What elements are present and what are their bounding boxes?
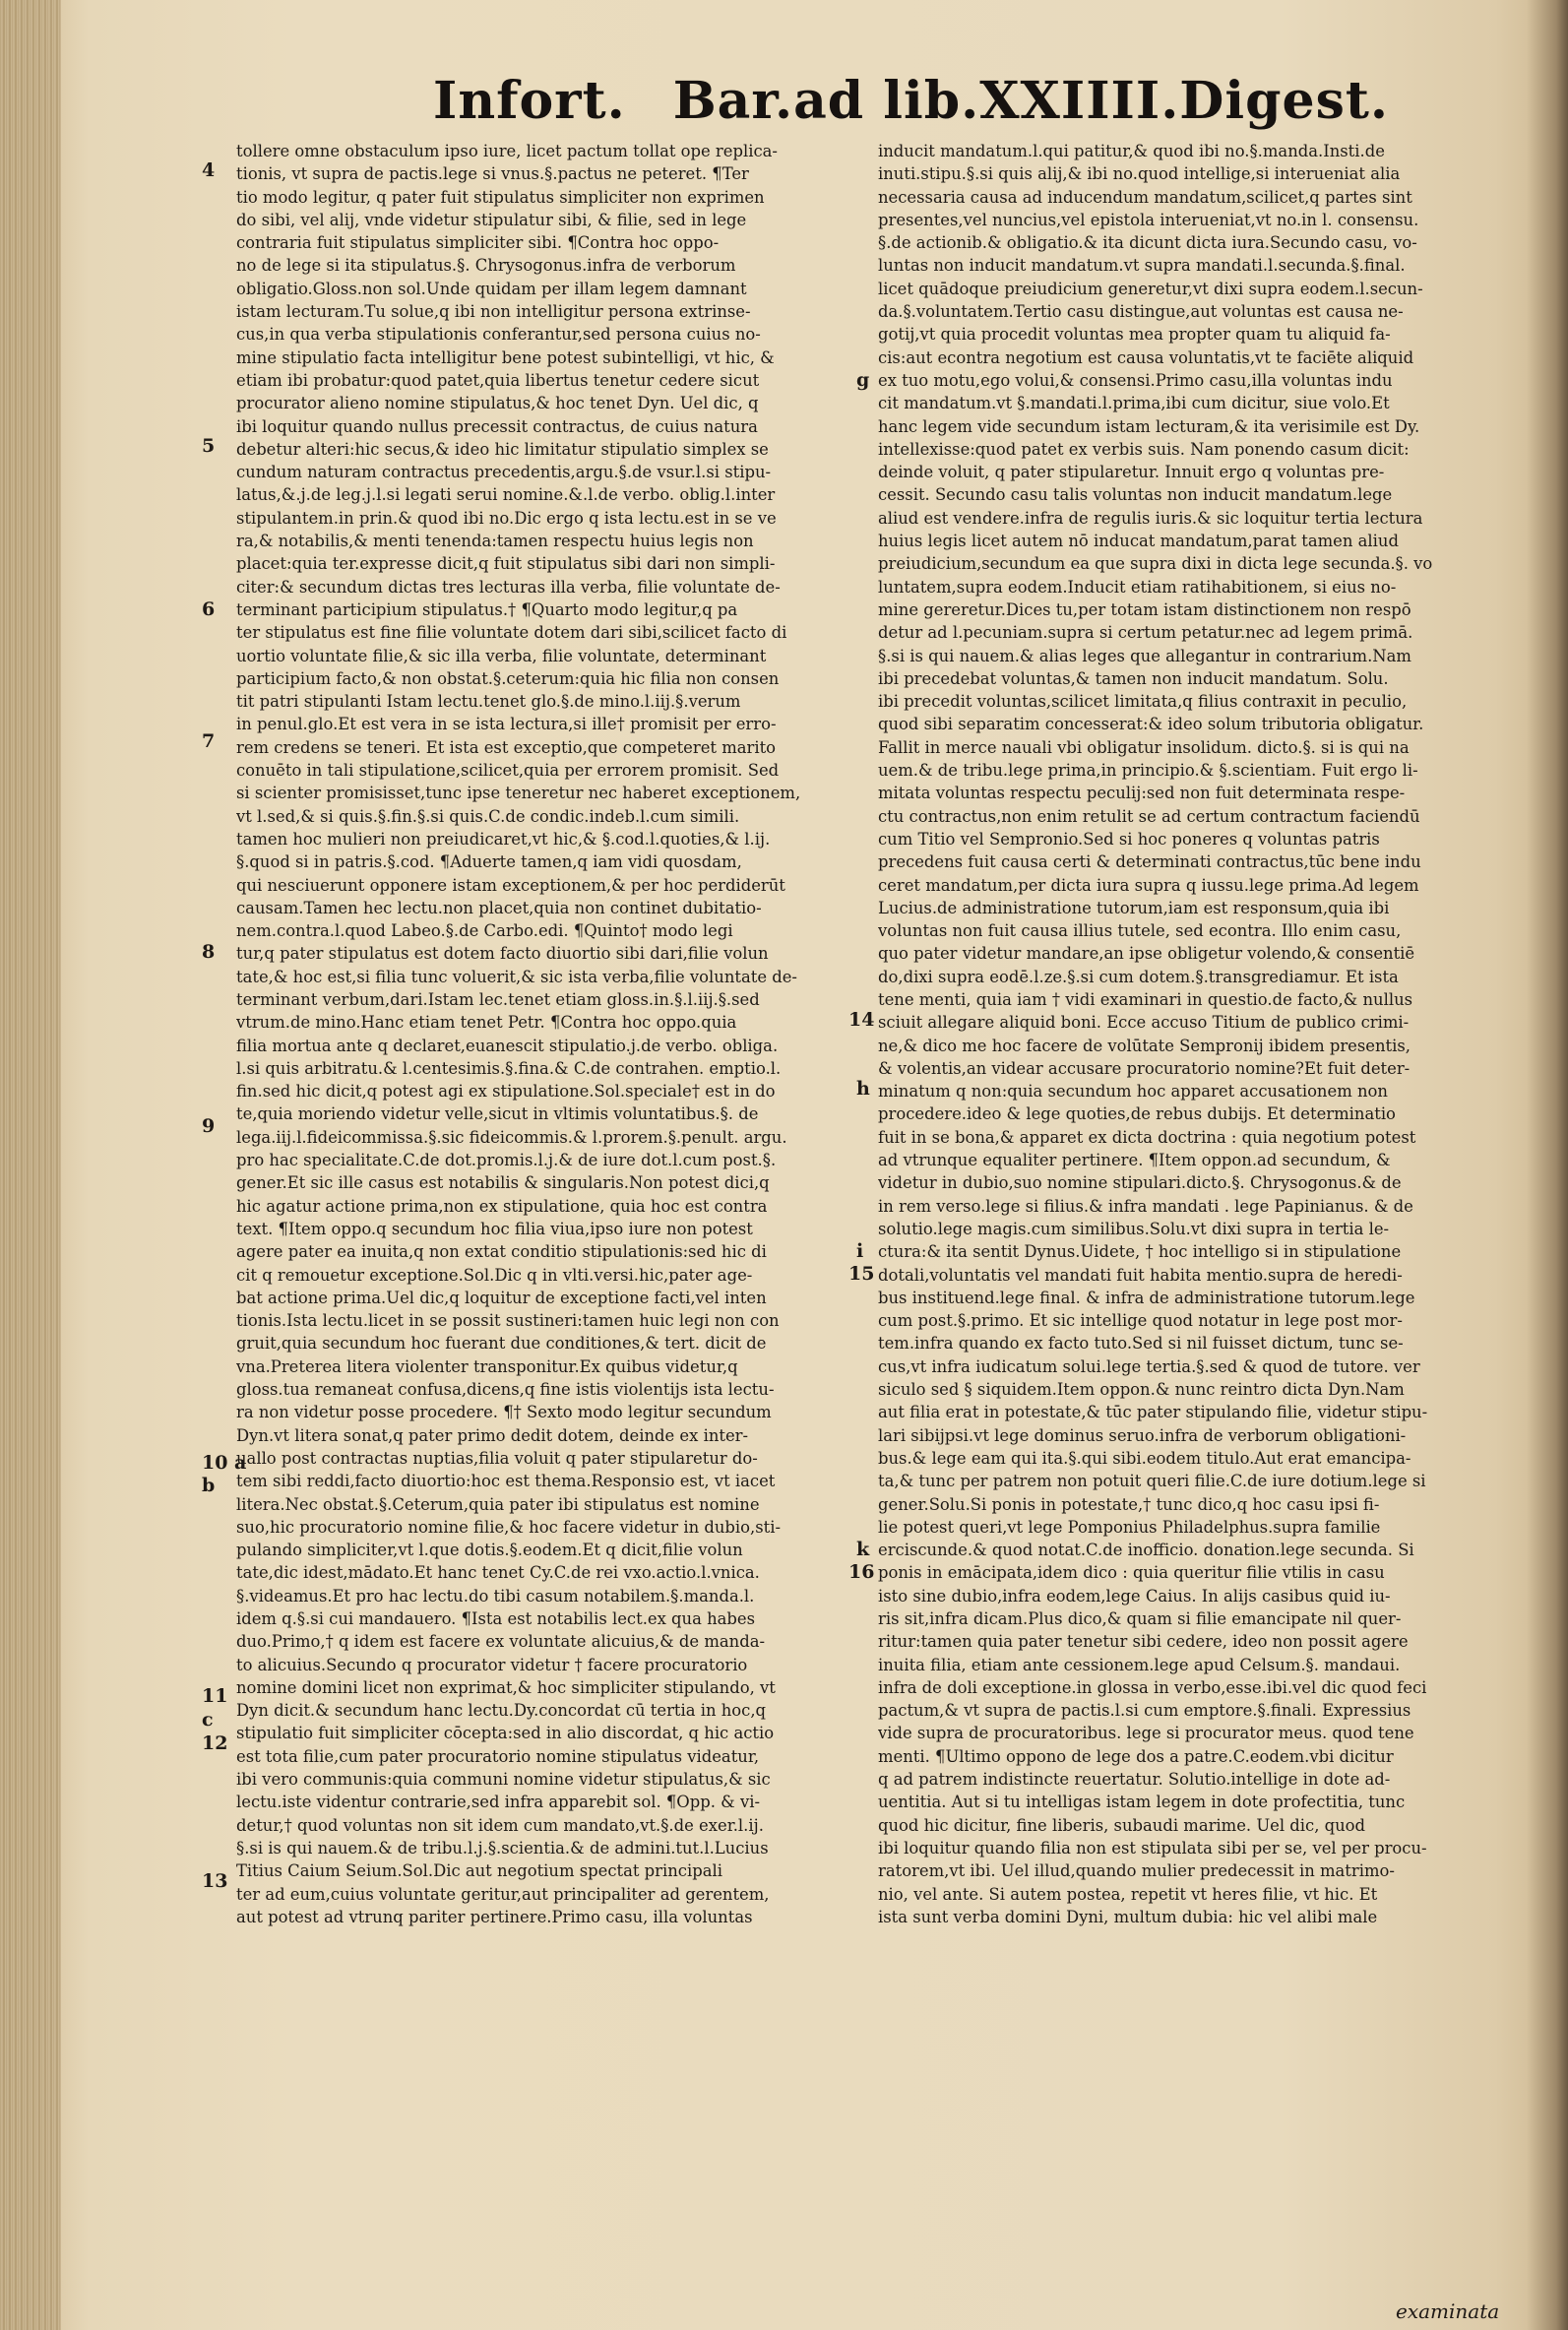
text-line: huius legis licet autem nō inducat mandatum,parat tamen aliud [878,532,1399,551]
text-line: participium facto,& non obstat.§.ceterum:quia hic filia non consen [236,668,780,688]
text-line: tate,& hoc est,si filia tunc voluerit,& sic ista verba,filie voluntate de- [236,967,797,986]
text-line: lie potest queri,vt lege Pomponius Philadelphus.supra familie [878,1517,1381,1537]
text-line: do,dixi supra eodē.l.ze.§.si cum dotem.§.transgrediamur. Et ista [878,967,1399,986]
text-line: luntas non inducit mandatum.vt supra mandati.l.secunda.§.final. [878,256,1406,276]
text-line: stipulatio fuit simpliciter cōcepta:sed in alio discordat, q hic actio [236,1724,775,1743]
running-header [433,71,1389,131]
text-line: ta,& tunc per patrem non potuit queri filie.C.de iure dotium.lege si [878,1472,1426,1491]
text-line: presentes,vel nuncius,vel epistola interueniat,vt no.in l. consensu. [878,210,1419,229]
text-line: procurator alieno nomine stipulatus,& hoc tenet Dyn. Uel dic, q [236,394,759,413]
text-line: ibi loquitur quando nullus precessit contractus, de cuius natura [236,416,758,436]
margin-mark: 4 [202,159,216,181]
margin-mark: g [856,369,870,391]
text-line: vide supra de procuratoribus. lege si procurator meus. quod tene [878,1724,1414,1743]
text-line: procedere.ideo & lege quoties,de rebus dubijs. Et determinatio [878,1104,1396,1124]
margin-mark: 9 [202,1115,216,1137]
text-line: tio modo legitur, q pater fuit stipulatus simpliciter non exprimen [236,187,765,207]
text-line: causam.Tamen hec lectu.non placet,quia non continet dubitatio- [236,898,762,917]
text-line: aut filia erat in potestate,& tūc pater stipulando filie, videtur stipu- [878,1403,1428,1422]
text-line: ad vtrunque equaliter pertinere. ¶Item oppon.ad secundum, & [878,1151,1391,1170]
text-line: detur,† quod voluntas non sit idem cum mandato,vt.§.de exer.l.ij. [236,1815,764,1835]
text-line: text. ¶Item oppo.q secundum hoc filia viua,ipso iure non potest [236,1219,753,1238]
text-line: ctura:& ita sentit Dynus.Uidete, † hoc intelligo si in stipulatione [878,1242,1402,1262]
text-line: tollere omne obstaculum ipso iure, licet pactum tollat ope replica- [236,142,778,160]
header-left: Infort. [433,71,626,131]
margin-mark: 13 [202,1870,228,1892]
catchword: examinata [1396,2299,1500,2323]
text-line: isto sine dubio,infra eodem,lege Caius. In alijs casibus quid iu- [878,1586,1391,1606]
text-line: inuti.stipu.§.si quis alij,& ibi no.quod intellige,si interueniat alia [878,164,1401,184]
text-line: voluntas non fuit causa illius tutele, sed econtra. Illo enim casu, [878,921,1402,941]
text-line: §.videamus.Et pro hac lectu.do tibi casum notabilem.§.manda.l. [236,1586,755,1606]
text-line: infra de doli exceptione.in glossa in verbo,esse.ibi.vel dic quod feci [878,1677,1427,1697]
text-line: mine gereretur.Dices tu,per totam istam distinctionem non respō [878,599,1411,619]
left-text-column [236,140,837,1928]
text-line: nio, vel ante. Si autem postea, repetit vt heres filie, vt hic. Et [878,1884,1378,1904]
text-line: quo pater videtur mandare,an ipse obligetur volendo,& consentiē [878,944,1415,964]
text-line: litera.Nec obstat.§.Ceterum,quia pater ibi stipulatus est nomine [236,1494,760,1514]
text-line: lari sibijpsi.vt lege dominus seruo.infra de verborum obligationi- [878,1425,1407,1445]
text-line: cum post.§.primo. Et sic intellige quod notatur in lege post mor- [878,1311,1403,1331]
text-line: ritur:tamen quia pater tenetur sibi cedere, ideo non possit agere [878,1632,1409,1652]
text-line: uortio voluntate filie,& sic illa verba, filie voluntate, determinant [236,646,767,665]
margin-mark: 7 [202,730,216,752]
text-line: gruit,quia secundum hoc fuerant due conditiones,& tert. dicit de [236,1334,767,1354]
text-line: ex tuo motu,ego volui,& consensi.Primo casu,illa voluntas indu [878,370,1393,390]
margin-mark: 16 [848,1561,875,1583]
margin-mark: 8 [202,941,216,963]
text-line: tionis.Ista lectu.licet in se possit sustineri:tamen huic legi non con [236,1311,780,1331]
margin-mark: 10 a [202,1452,247,1474]
text-line: mitata voluntas respectu peculij:sed non fuit determinata respe- [878,784,1406,803]
margin-mark: h [856,1078,870,1100]
text-line: ra non videtur posse procedere. ¶† Sexto modo legitur secundum [236,1403,772,1422]
text-line: hanc legem vide secundum istam lecturam,& ita verisimile est Dy. [878,416,1420,436]
text-line: suo,hic procuratorio nomine filie,& hoc facere videtur in dubio,sti- [236,1517,781,1537]
text-line: cum Titio vel Sempronio.Sed si hoc poneres q voluntas patris [878,829,1380,849]
margin-mark: 14 [848,1009,875,1031]
text-line: in rem verso.lege si filius.& infra mandati . lege Papinianus. & de [878,1196,1413,1216]
text-line: terminant verbum,dari.Istam lec.tenet etiam gloss.in.§.l.iij.§.sed [236,989,760,1009]
text-line: bus instituend.lege final. & infra de administratione tutorum.lege [878,1288,1415,1307]
text-line: stipulantem.in prin.& quod ibi no.Dic ergo q ista lectu.est in se ve [236,508,777,528]
text-line: tionis, vt supra de pactis.lege si vnus.§.pactus ne peteret. ¶Ter [236,164,749,184]
text-line: §.si is qui nauem.& alias leges que allegantur in contrarium.Nam [878,646,1411,665]
margin-mark: 6 [202,598,216,620]
text-line: to alicuius.Secundo q procurator videtur † facere procuratorio [236,1655,748,1674]
text-line: tit patri stipulanti Istam lectu.tenet glo.§.de mino.l.iij.§.verum [236,692,741,712]
text-line: inducit mandatum.l.qui patitur,& quod ibi no.§.manda.Insti.de [878,142,1385,160]
text-line: conuēto in tali stipulatione,scilicet,quia per errorem promisit. Sed [236,761,780,781]
text-line: aut potest ad vtrunq pariter pertinere.Primo casu, illa voluntas [236,1907,753,1926]
text-line: qui nesciuerunt opponere istam exceptionem,& per hoc perdiderūt [236,875,785,895]
text-line: aliud est vendere.infra de regulis iuris.& sic loquitur tertia lectura [878,508,1423,528]
text-line: cessit. Secundo casu talis voluntas non inducit mandatum.lege [878,485,1393,505]
margin-mark: b [202,1475,216,1496]
text-line: dotali,voluntatis vel mandati fuit habita mentio.supra de heredi- [878,1265,1403,1285]
text-line: cus,vt infra iudicatum solui.lege tertia.§.sed & quod de tutore. ver [878,1356,1420,1376]
text-line: idem q.§.si cui mandauero. ¶Ista est notabilis lect.ex qua habes [236,1609,756,1628]
text-line: intellexisse:quod patet ex verbis suis. Nam ponendo casum dicit: [878,439,1410,459]
text-line: vna.Preterea litera violenter transponitur.Ex quibus videtur,q [236,1356,738,1376]
text-line: duo.Primo,† q idem est facere ex voluntate alicuius,& de manda- [236,1632,766,1652]
page-gutter-shadow [1527,0,1568,2330]
text-line: ratorem,vt ibi. Uel illud,quando mulier predecessit in matrimo- [878,1861,1395,1881]
text-line: & volentis,an videar accusare procuratorio nomine?Et fuit deter- [878,1058,1411,1078]
text-line: no de lege si ita stipulatus.§. Chrysogonus.infra de verborum [236,256,736,276]
text-line: minatum q non:quia secundum hoc apparet accusationem non [878,1082,1388,1102]
text-line: deinde voluit, q pater stipularetur. Innuit ergo q voluntas pre- [878,463,1385,482]
text-line: obligatio.Gloss.non sol.Unde quidam per illam legem damnant [236,279,747,298]
text-line: ista sunt verba domini Dyni, multum dubia: hic vel alibi male [878,1907,1378,1926]
page-fore-edge [0,0,61,2330]
text-line: gener.Solu.Si ponis in potestate,† tunc dico,q hoc casu ipsi fi- [878,1494,1380,1514]
text-line: Dyn.vt litera sonat,q pater primo dedit dotem, deinde ex inter- [236,1425,749,1445]
text-line: gener.Et sic ille casus est notabilis & singularis.Non potest dici,q [236,1173,770,1193]
text-line: latus,&.j.de leg.j.l.si legati serui nomine.&.l.de verbo. oblig.l.inter [236,485,776,505]
text-line: solutio.lege magis.cum similibus.Solu.vt dixi supra in tertia le- [878,1219,1390,1238]
text-line: cundum naturam contractus precedentis,argu.§.de vsur.l.si stipu- [236,463,772,482]
text-line: fin.sed hic dicit,q potest agi ex stipulatione.Sol.speciale† est in do [236,1082,776,1102]
text-line: vtrum.de mino.Hanc etiam tenet Petr. ¶Contra hoc oppo.quia [236,1013,737,1033]
text-line: quod hic dicitur, fine liberis, subaudi marime. Uel dic, quod [878,1815,1366,1835]
header-right: Bar.ad lib.XXIIII.Digest. [672,71,1389,131]
margin-mark: k [856,1539,870,1560]
text-line: tur,q pater stipulatus est dotem facto diuortio sibi dari,filie volun [236,944,769,964]
margin-mark: i [856,1240,864,1262]
text-line: ctu contractus,non enim retulit se ad certum contractum faciendū [878,806,1420,826]
text-line: §.de actionib.& obligatio.& ita dicunt dicta iura.Secundo casu, vo- [878,233,1417,253]
text-line: licet quādoque preiudicium generetur,vt dixi supra eodem.l.secun- [878,279,1423,298]
text-line: gloss.tua remaneat confusa,dicens,q fine istis violentijs ista lectu- [236,1380,775,1400]
margin-mark: c [202,1709,214,1731]
text-line: sciuit allegare aliquid boni. Ecce accuso Titium de publico crimi- [878,1013,1410,1033]
margin-mark: 12 [202,1732,228,1754]
text-line: da.§.voluntatem.Tertio casu distingue,aut voluntas est causa ne- [878,302,1404,322]
text-line: etiam ibi probatur:quod patet,quia libertus tenetur cedere sicut [236,370,760,390]
right-text-column [878,140,1486,1928]
text-line: §.si is qui nauem.& de tribu.l.j.§.scientia.& de admini.tut.l.Lucius [236,1838,769,1858]
text-line: nomine domini licet non exprimat,& hoc simpliciter stipulando, vt [236,1677,776,1697]
text-line: nem.contra.l.quod Labeo.§.de Carbo.edi. ¶Quinto† modo legi [236,921,733,941]
text-line: agere pater ea inuita,q non extat conditio stipulationis:sed hic di [236,1242,767,1262]
text-line: ponis in emācipata,idem dico : quia queritur filie vtilis in casu [878,1563,1385,1583]
text-line: vt l.sed,& si quis.§.fin.§.si quis.C.de condic.indeb.l.cum simili. [236,806,740,826]
text-line: hic agatur actione prima,non ex stipulatione, quia hoc est contra [236,1196,768,1216]
text-line: Dyn dicit.& secundum hanc lectu.Dy.concordat cū tertia in hoc,q [236,1701,767,1721]
margin-mark: 15 [848,1263,875,1285]
text-line: pulando simpliciter,vt l.que dotis.§.eodem.Et q dicit,filie volun [236,1541,743,1560]
text-line: lega.iij.l.fideicommissa.§.sic fideicommis.& l.prorem.§.penult. argu. [236,1127,787,1147]
text-line: menti. ¶Ultimo oppono de lege dos a patre.C.eodem.vbi dicitur [878,1746,1394,1766]
text-line: inuita filia, etiam ante cessionem.lege apud Celsum.§. mandaui. [878,1655,1401,1674]
text-line: lectu.iste videntur contrarie,sed infra apparebit sol. ¶Opp. & vi- [236,1793,760,1812]
text-line: ibi vero communis:quia communi nomine videtur stipulatus,& sic [236,1770,771,1790]
text-line: si scienter promisisset,tunc ipse teneretur nec haberet exceptionem, [236,784,801,803]
text-line: ter stipulatus est fine filie voluntate dotem dari sibi,scilicet facto di [236,623,787,643]
text-line: erciscunde.& quod notat.C.de inofficio. donation.lege secunda. Si [878,1541,1414,1560]
text-line: q ad patrem indistincte reuertatur. Solutio.intellige in dote ad- [878,1770,1391,1790]
text-line: preiudicium,secundum ea que supra dixi in dicta lege secunda.§. vo [878,554,1433,574]
text-line: uallo post contractas nuptias,filia voluit q pater stipularetur do- [236,1448,758,1468]
text-line: necessaria causa ad inducendum mandatum,scilicet,q partes sint [878,187,1412,207]
text-line: videtur in dubio,suo nomine stipulari.dicto.§. Chrysogonus.& de [878,1173,1402,1193]
text-line: ne,& dico me hoc facere de volūtate Sempronij ibidem presentis, [878,1036,1411,1055]
text-line: ter ad eum,cuius voluntate geritur,aut principaliter ad gerentem, [236,1884,770,1904]
text-line: citer:& secundum dictas tres lecturas illa verba, filie voluntate de- [236,577,781,597]
text-line: Fallit in merce nauali vbi obligatur insolidum. dicto.§. si is qui na [878,737,1410,757]
text-line: rem credens se teneri. Et ista est exceptio,que competeret marito [236,737,777,757]
text-line: ris sit,infra dicam.Plus dico,& quam si filie emancipate nil quer- [878,1609,1402,1628]
text-line: mine stipulatio facta intelligitur bene potest subintelligi, vt hic, & [236,347,775,367]
text-line: Titius Caium Seium.Sol.Dic aut negotium spectat principali [236,1861,722,1881]
text-line: cis:aut econtra negotium est causa voluntatis,vt te faciēte aliquid [878,347,1414,367]
text-line: l.si quis arbitratu.& l.centesimis.§.fina.& C.de contrahen. emptio.l. [236,1058,782,1078]
text-line: Lucius.de administratione tutorum,iam est responsum,quia ibi [878,898,1390,917]
text-line: precedens fuit causa certi & determinati contractus,tūc bene indu [878,852,1421,872]
margin-mark: 11 [202,1685,228,1707]
text-line: terminant participium stipulatus.† ¶Quarto modo legitur,q pa [236,599,738,619]
text-line: cit mandatum.vt §.mandati.l.prima,ibi cum dicitur, siue volo.Et [878,394,1390,413]
text-line: cus,in qua verba stipulationis conferantur,sed persona cuius no- [236,325,761,345]
text-line: quod sibi separatim concesserat:& ideo solum tributoria obligatur. [878,715,1424,734]
text-line: gotij,vt quia procedit voluntas mea propter quam tu aliquid fa- [878,325,1391,345]
text-line: tem sibi reddi,facto diuortio:hoc est thema.Responsio est, vt iacet [236,1472,776,1491]
text-line: uentitia. Aut si tu intelligas istam legem in dote profectitia, tunc [878,1793,1406,1812]
text-line: tene menti, quia iam † vidi examinari in questio.de facto,& nullus [878,989,1413,1009]
text-line: filia mortua ante q declaret,euanescit stipulatio.j.de verbo. obliga. [236,1036,779,1055]
text-line: fuit in se bona,& apparet ex dicta doctrina : quia negotium potest [878,1127,1416,1147]
text-line: pro hac specialitate.C.de dot.promis.l.j.& de iure dot.l.cum post.§. [236,1151,777,1170]
text-line: tamen hoc mulieri non preiudicaret,vt hic,& §.cod.l.quoties,& l.ij. [236,829,771,849]
text-line: bus.& lege eam qui ita.§.qui sibi.eodem titulo.Aut erat emancipa- [878,1448,1411,1468]
text-line: ra,& notabilis,& menti tenenda:tamen respectu huius legis non [236,532,754,551]
text-line: uem.& de tribu.lege prima,in principio.& §.scientiam. Fuit ergo li- [878,761,1418,781]
margin-mark: 5 [202,435,216,457]
text-line: bat actione prima.Uel dic,q loquitur de exceptione facti,vel inten [236,1288,767,1307]
text-line: §.quod si in patris.§.cod. ¶Aduerte tamen,q iam vidi quosdam, [236,852,742,872]
text-line: pactum,& vt supra de pactis.l.si cum emptore.§.finali. Expressius [878,1701,1411,1721]
text-line: placet:quia ter.expresse dicit,q fuit stipulatus sibi dari non simpli- [236,554,776,574]
text-line: ibi loquitur quando filia non est stipulata sibi per se, vel per procu- [878,1838,1427,1858]
text-line: cit q remouetur exceptione.Sol.Dic q in vlti.versi.hic,pater age- [236,1265,753,1285]
text-line: siculo sed § siquidem.Item oppon.& nunc reintro dicta Dyn.Nam [878,1380,1405,1400]
text-line: ibi precedebat voluntas,& tamen non inducit mandatum. Solu. [878,668,1389,688]
text-line: ceret mandatum,per dicta iura supra q iussu.lege prima.Ad legem [878,875,1419,895]
text-line: in penul.glo.Et est vera in se ista lectura,si ille† promisit per erro- [236,715,777,734]
text-line: te,quia moriendo videtur velle,sicut in vltimis voluntatibus.§. de [236,1104,759,1124]
text-line: tem.infra quando ex facto tuto.Sed si nil fuisset dictum, tunc se- [878,1334,1404,1354]
text-line: debetur alteri:hic secus,& ideo hic limitatur stipulatio simplex se [236,439,769,459]
text-line: contraria fuit stipulatus simpliciter sibi. ¶Contra hoc oppo- [236,233,720,253]
text-line: istam lecturam.Tu solue,q ibi non intelligitur persona extrinse- [236,302,751,322]
text-line: luntatem,supra eodem.Inducit etiam ratihabitionem, si eius no- [878,577,1397,597]
text-line: tate,dic idest,mādato.Et hanc tenet Cy.C.de rei vxo.actio.l.vnica. [236,1563,760,1583]
text-line: do sibi, vel alij, vnde videtur stipulatur sibi, & filie, sed in lege [236,210,747,229]
text-line: est tota filie,cum pater procuratorio nomine stipulatus videatur, [236,1746,760,1766]
text-line: ibi precedit voluntas,scilicet limitata,q filius contraxit in peculio, [878,692,1408,712]
text-line: detur ad l.pecuniam.supra si certum petatur.nec ad legem primā. [878,623,1413,643]
